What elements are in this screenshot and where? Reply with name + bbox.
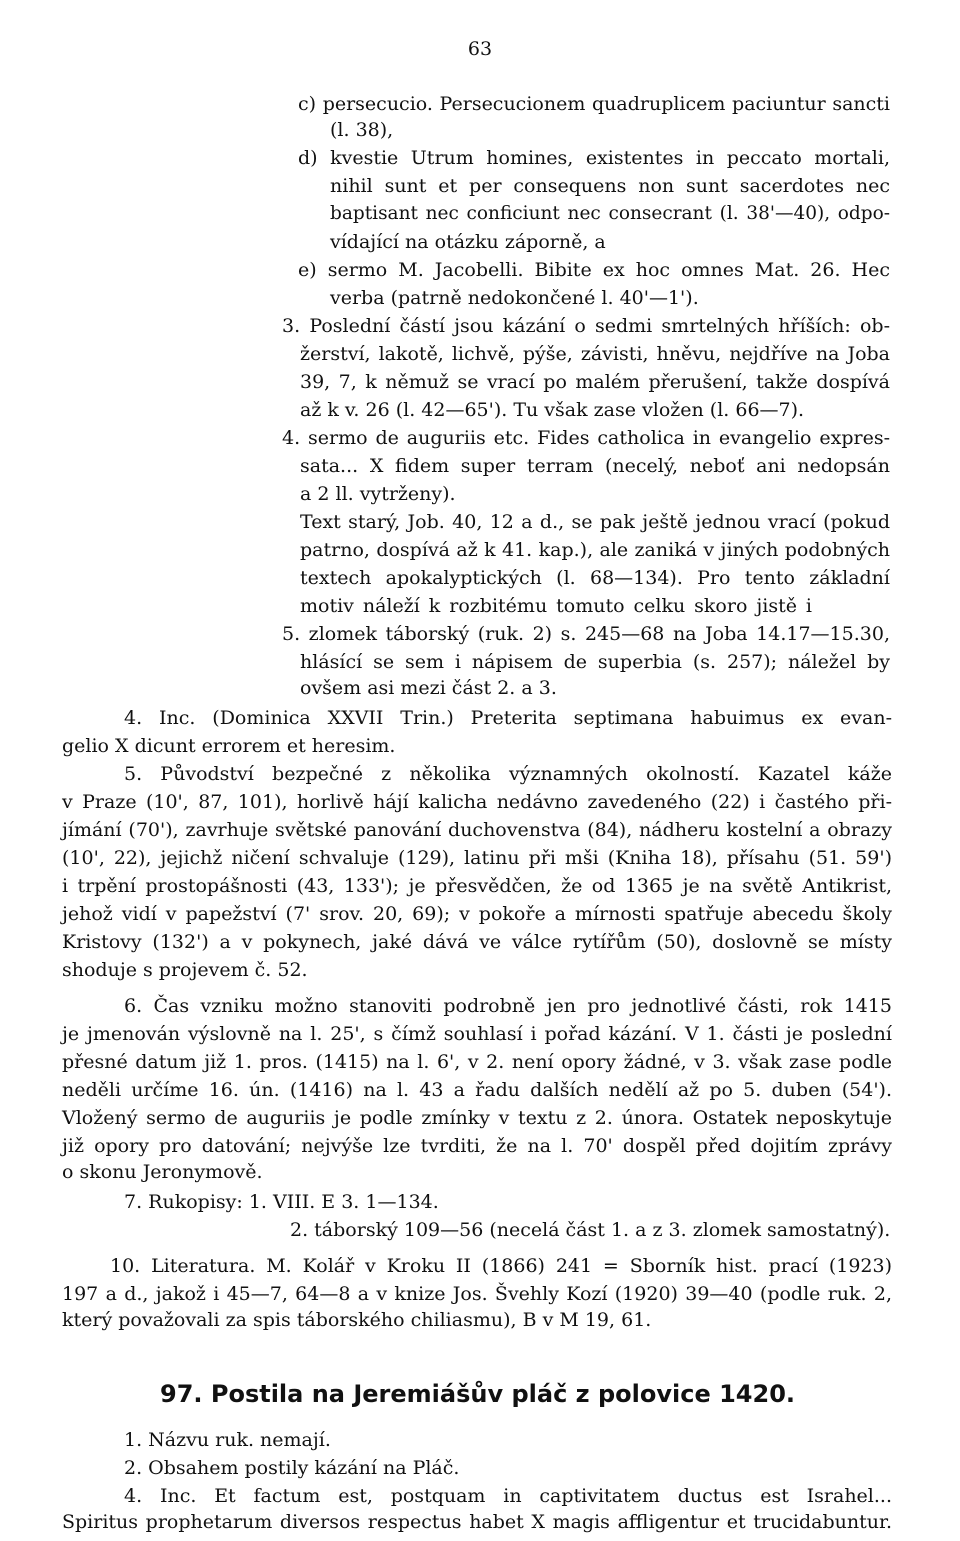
- text-line: (10', 22), jejichž ničení schvaluje (129), latinu při mši (Kniha 18), přísahu (51. 59'): [62, 847, 892, 869]
- text-line: 197 a d., jakož i 45—7, 64—8 a v knize Jos. Švehly Kozí (1920) 39—40 (podle ruk. 2,: [62, 1283, 892, 1305]
- text-line: baptisant nec conficiunt nec consecrant (l. 38'—40), odpo-: [330, 203, 890, 224]
- text-line: sata... X fidem super terram (necelý, neboť ani nedopsán: [300, 455, 890, 477]
- text-line: 4. sermo de auguriis etc. Fides catholica in evangelio expres-: [282, 427, 890, 449]
- text-line: již opory pro datování; nejvýše lze tvrditi, že na l. 70' dospěl před dojitím zprávy: [62, 1135, 892, 1157]
- text-line: 3. Poslední částí jsou kázání o sedmi smrtelných hříších: ob-: [282, 315, 890, 337]
- text-line: (l. 38),: [330, 119, 394, 141]
- text-line: přesné datum již 1. pros. (1415) na l. 6', v 2. není opory žádné, v 3. však zase podle: [62, 1051, 892, 1073]
- text-line: shoduje s projevem č. 52.: [62, 959, 308, 981]
- text-line: 2. Obsahem postily kázání na Pláč.: [124, 1457, 460, 1479]
- text-line: Kristovy (132') a v pokynech, jaké dává ve válce rytířům (50), doslovně se místy: [62, 931, 892, 953]
- text-line: 6. Čas vzniku možno stanoviti podrobně jen pro jednotlivé části, rok 1415: [124, 995, 892, 1017]
- section-heading: 97. Postila na Jeremiášův pláč z polovice 1420.: [160, 1380, 796, 1408]
- text-line: nihil sunt et per consequens non sunt sacerdotes nec: [330, 175, 890, 197]
- text-line: 10. Literatura. M. Kolář v Kroku II (1866) 241 = Sborník hist. prací (1923): [110, 1255, 892, 1277]
- text-line: 5. zlomek táborský (ruk. 2) s. 245—68 na Joba 14.17—15.30,: [282, 623, 890, 645]
- text-line: i trpění prostopášnosti (43, 133'); je přesvědčen, že od 1365 je na světě Antikrist,: [62, 875, 892, 897]
- text-line: vídající na otázku záporně, a: [330, 231, 606, 253]
- text-line: o skonu Jeronymově.: [62, 1161, 263, 1183]
- text-line: 1. Názvu ruk. nemají.: [124, 1429, 331, 1451]
- text-line: hlásící se sem i nápisem de superbia (s. 257); náležel by: [300, 651, 890, 673]
- text-line: 4. Inc. Et factum est, postquam in captivitatem ductus est Israhel...: [124, 1485, 892, 1507]
- text-line: neděli určíme 16. ún. (1416) na l. 43 a řadu dalších nedělí až po 5. duben (54').: [62, 1079, 892, 1101]
- text-line: e) sermo M. Jacobelli. Bibite ex hoc omnes Mat. 26. Hec: [298, 259, 890, 281]
- text-line: d) kvestie Utrum homines, existentes in peccato mortali,: [298, 147, 890, 169]
- text-line: motiv náleží k rozbitému tomuto celku skoro jistě i: [300, 595, 812, 617]
- text-line: je jmenován výslovně na l. 25', s čímž souhlasí i pořad kázání. V 1. části je poslední: [62, 1023, 892, 1045]
- text-line: 39, 7, k němuž se vrací po malém přerušení, takže dospívá: [300, 371, 890, 393]
- text-line: 2. táborský 109—56 (necelá část 1. a z 3. zlomek samostatný).: [290, 1219, 891, 1241]
- text-line: gelio X dicunt errorem et heresim.: [62, 735, 396, 757]
- text-line: verba (patrně nedokončené l. 40'—1').: [330, 287, 699, 309]
- text-line: a 2 ll. vytrženy).: [300, 483, 456, 505]
- text-line: c) persecucio. Persecucionem quadruplicem paciuntur sancti: [298, 93, 890, 115]
- text-line: Spiritus prophetarum diversos respectus habet X magis affligentur et trucidabuntur.: [62, 1511, 892, 1533]
- text-line: až k v. 26 (l. 42—65'). Tu však zase vložen (l. 66—7).: [300, 399, 805, 421]
- text-line: Vložený sermo de auguriis je podle zmínky v textu z 2. února. Ostatek neposkytuje: [62, 1107, 892, 1129]
- text-line: 5. Původství bezpečné z několika významných okolností. Kazatel káže: [124, 763, 892, 785]
- text-line: ovšem asi mezi část 2. a 3.: [300, 677, 557, 699]
- text-line: který považovali za spis táborského chiliasmu), B v M 19, 61.: [62, 1309, 652, 1331]
- text-line: jímání (70'), zavrhuje světské panování duchovenstva (84), nádheru kostelní a obrazy: [62, 819, 892, 841]
- page-number: 63: [467, 38, 493, 60]
- text-line: textech apokalyptických (l. 68—134). Pro tento základní: [300, 567, 890, 589]
- text-line: jehož vidí v papežství (7' srov. 20, 69); v pokoře a mírnosti spatřuje abecedu školy: [62, 903, 892, 925]
- text-line: v Praze (10', 87, 101), horlivě hájí kalicha nedávno zavedeného (22) i častého při-: [62, 791, 892, 813]
- text-line: 7. Rukopisy: 1. VIII. E 3. 1—134.: [124, 1191, 439, 1213]
- text-line: 4. Inc. (Dominica XXVII Trin.) Preterita septimana habuimus ex evan-: [124, 707, 892, 729]
- text-line: patrno, dospívá až k 41. kap.), ale zaniká v jiných podobných: [300, 539, 890, 561]
- text-line: Text starý, Job. 40, 12 a d., se pak ještě jednou vrací (pokud: [300, 511, 890, 533]
- text-line: žerství, lakotě, lichvě, pýše, závisti, hněvu, nejdříve na Joba: [300, 343, 890, 365]
